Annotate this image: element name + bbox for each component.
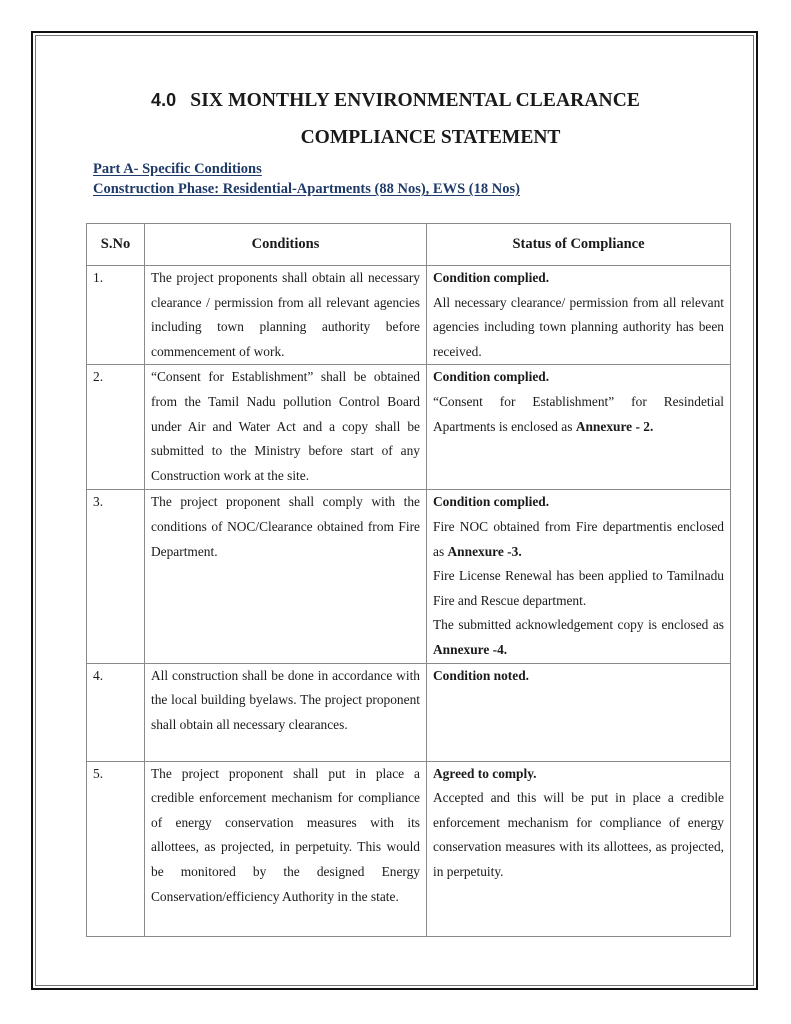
header-conditions: Conditions	[145, 224, 427, 266]
status-text	[433, 291, 724, 365]
status-heading: Condition complied.	[433, 369, 550, 385]
status-text-body: Accepted and this will be put in place a credible enforcement mechanism for compliance of energy conservation measures with its allottees, as projected, in perpetuity.	[433, 790, 724, 879]
table-row	[87, 761, 731, 936]
row-sno: 2.	[87, 365, 145, 490]
status-text-body: Fire License Renewal has been applied to Tamilnadu Fire and Rescue department.	[433, 568, 724, 608]
status-text-body: All necessary clearance/ permission from all relevant agencies including town planning authority has been received.	[433, 294, 724, 359]
status-text-body: Fire NOC obtained from Fire departmentis enclosed as	[433, 518, 724, 559]
row-sno: 5.	[87, 761, 145, 936]
compliance-table	[86, 223, 731, 937]
section-number: 4.0	[150, 90, 177, 110]
annexure-reference: Annexure - 2.	[575, 418, 654, 434]
row-sno: 4.	[87, 663, 145, 761]
header-status: Status of Compliance	[427, 224, 731, 266]
table-row	[87, 490, 731, 663]
status-heading: Condition noted.	[433, 667, 529, 683]
annexure-reference: Annexure -4.	[433, 641, 508, 657]
header-sno: S.No	[87, 224, 145, 266]
table-row	[87, 663, 731, 761]
row-condition: All construction shall be done in accordance with the local building byelaws. The project proponent shall obtain all necessary clearances.	[145, 663, 427, 761]
table-row	[87, 365, 731, 490]
row-condition: The project proponent shall comply with the conditions of NOC/Clearance obtained from Fire Department.	[145, 490, 427, 663]
title-text: SIX MONTHLY ENVIRONMENTAL CLEARANCE	[190, 90, 641, 111]
status-heading: Condition complied.	[433, 494, 550, 510]
row-status	[427, 266, 731, 365]
row-sno: 1.	[87, 266, 145, 365]
status-text	[433, 515, 724, 564]
page-title-line1	[0, 90, 791, 112]
subheading-construction-phase: Construction Phase: Residential-Apartments (88 Nos), EWS (18 Nos)	[93, 181, 520, 197]
row-condition: The project proponent shall put in place a credible enforcement mechanism for compliance of energy conservation measures with its allottees, as projected, in perpetuity. This would be monitored by the designed Energy Conservation/efficiency Authority in the state.	[145, 761, 427, 936]
annexure-reference: Annexure -3.	[447, 543, 522, 559]
row-condition: The project proponents shall obtain all necessary clearance / permission from all relevant agencies including town planning authority before commencement of work.	[145, 266, 427, 365]
row-sno: 3.	[87, 490, 145, 663]
table-header-row	[87, 224, 731, 266]
status-text	[433, 613, 724, 662]
row-condition: “Consent for Establishment” shall be obtained from the Tamil Nadu pollution Control Board under Air and Water Act and a copy shall be submitted to the Ministry before start of any Construction work at the site.	[145, 365, 427, 490]
row-status	[427, 663, 731, 761]
status-text-body: “Consent for Establishment” for Resindetial Apartments is enclosed as	[433, 393, 724, 434]
status-heading: Condition complied.	[433, 270, 550, 285]
status-heading: Agreed to comply.	[433, 765, 537, 781]
page-title-line2: COMPLIANCE STATEMENT	[300, 127, 561, 148]
table-row	[87, 266, 731, 365]
row-status	[427, 761, 731, 936]
status-text-body: The submitted acknowledgement copy is enclosed as	[433, 617, 724, 633]
row-status	[427, 365, 731, 490]
status-text	[433, 390, 724, 439]
row-status	[427, 490, 731, 663]
status-text	[433, 786, 724, 884]
status-text	[433, 564, 724, 613]
subheading-part-a: Part A- Specific Conditions	[93, 161, 262, 177]
